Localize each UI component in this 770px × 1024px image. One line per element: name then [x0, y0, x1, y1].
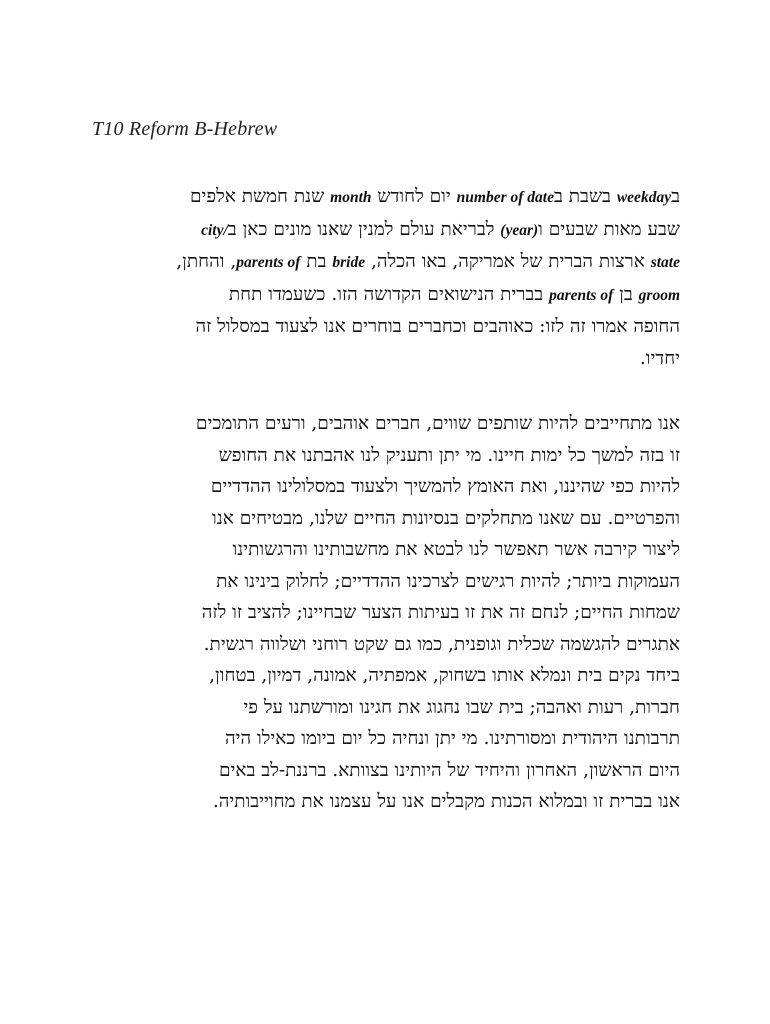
placeholder-weekday: weekday: [616, 189, 672, 206]
text-line: תרבותנו היהודית ומסורתינו. מי יתן ונחיה כל יום ביומו כאילו היה: [225, 728, 680, 749]
text-line: [96, 246, 680, 279]
text-line: להיות כפי שהיננו, ואת האומץ להמשיך ולצעוד במסלולינו ההדדיים: [210, 476, 680, 497]
text-line: ליצור קירבה אשר תאפשר לנו לבטא את מחשבותינו והרגשותינו: [232, 539, 680, 560]
text-line: אתגרים להגשמה שכלית וגופנית, כמו גם שקט רוחני ושלווה רגשית.: [203, 633, 680, 655]
text-segment: בת: [300, 251, 333, 272]
text-line: והפרטיים. עם שאנו מתחלקים בנסיונות החיים שלנו, מבטיחים אנו: [211, 507, 680, 529]
placeholder-state: state: [650, 254, 680, 271]
placeholder-bride: bride: [332, 254, 366, 271]
text-segment: , והחתן,: [176, 251, 237, 272]
text-line: חברות, רעות ואהבה; בית שבו נחגוג את חגינו ומורשתנו על פי: [243, 696, 680, 718]
text-line: זו בזה למשך כל ימות חיינו. מי יתן ותעניק לנו אהבתנו את החופש: [218, 444, 680, 466]
text-line: יחדיו.: [639, 347, 680, 369]
text-segment: בברית הנישואים הקדושה הזו. כשעמדו תחת: [228, 283, 550, 305]
text-line: שמחות החיים; לנחם זה את זו בעיתות הצער שבחיינו; להציב זו לזה: [201, 602, 680, 623]
placeholder-year: (year): [500, 221, 539, 239]
text-line: [96, 181, 680, 214]
text-segment: שבע מאות שבעים ו: [538, 218, 680, 240]
text-line: ביחד נקים בית ונמלא אותו בשחוק, אמפתיה, אמונה, דמיון, בטחון,: [209, 665, 680, 686]
text-segment: לבריאת עולם למנין שאנו מונים כאן ב: [227, 218, 501, 240]
placeholder-groom: groom: [638, 286, 680, 304]
text-segment: ב: [671, 186, 680, 207]
placeholder-number-of-date: number of date: [456, 189, 554, 206]
text-segment: שנת חמשת אלפים: [189, 186, 331, 207]
text-segment: ארצות הברית של אמריקה, באו הכלה,: [365, 251, 651, 272]
placeholder-city: city/: [201, 221, 228, 239]
text-line: [96, 214, 680, 247]
text-line: אנו מתחייבים להיות שותפים שווים, חברים אוהבים, ורעים התומכים: [195, 413, 680, 434]
text-segment: בשבת ב: [553, 186, 617, 207]
text-line: העמוקות ביותר; להיות רגישים לצרכינו ההדדיים; לחלוק בינינו את: [216, 570, 680, 592]
text-line: החופה אמרו זה לזו: כאוהבים וכחברים בוחרים אנו לצעוד במסלול זה: [195, 316, 680, 337]
placeholder-parents-of-bride: parents of: [236, 254, 301, 271]
text-line: אנו בברית זו ובמלוא הכנות מקבלים אנו על עצמנו את מחוייבותיה.: [212, 791, 680, 812]
paragraph-vows: [96, 408, 680, 818]
placeholder-month: month: [330, 189, 372, 206]
placeholder-parents-of-groom: parents of: [549, 286, 614, 304]
paragraph-opening: [96, 181, 680, 374]
text-line: [96, 279, 680, 312]
text-segment: יום לחודש: [371, 186, 457, 207]
text-segment: בן: [613, 283, 639, 305]
document-title: T10 Reform B-Hebrew: [92, 118, 278, 140]
text-line: היום הראשון, האחרון והיחיד של היותינו בצוותא. ברננת-לב באים: [219, 759, 680, 781]
